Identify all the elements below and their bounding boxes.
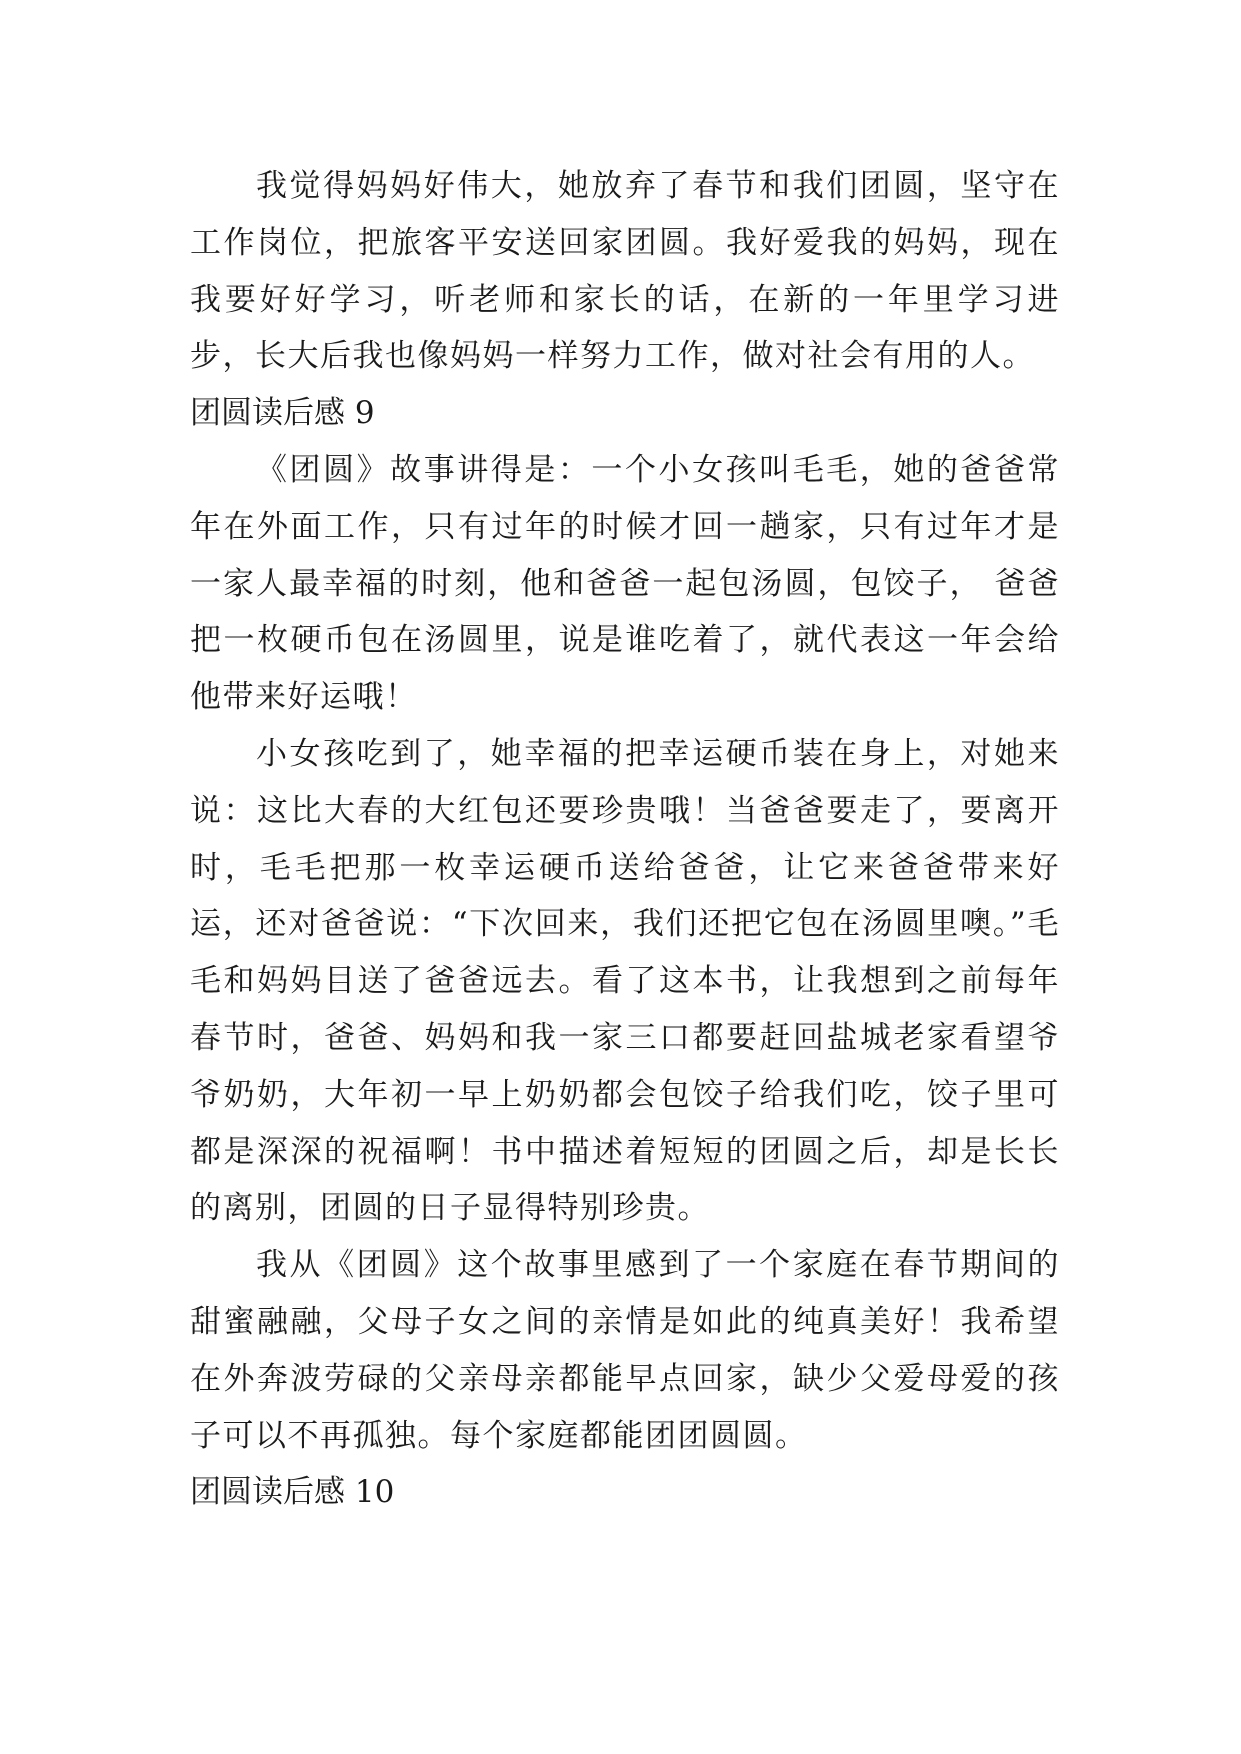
- section-heading-10: 团圆读后感 10: [190, 1474, 395, 1511]
- paragraph-9-2: 小女孩吃到了，她幸福的把幸运硬币装在身上，对她来说：这比大春的大红包还要珍贵哦！当爸爸要走了，要离开时，毛毛把那一枚幸运硬币送给爸爸，让它来爸爸带来好运，还对爸爸说：“下次回来，我们还把它包在汤圆里噢。”毛毛和妈妈目送了爸爸远去。看了这本书，让我想到之前每年春节时，爸爸、妈妈和我一家三口都要赶回盐城老家看望爷爷奶奶，大年初一早上奶奶都会包饺子给我们吃，饺子里可都是深深的祝福啊！书中描述着短短的团圆之后，却是长长的离别，团圆的日子显得特别珍贵。: [190, 735, 1060, 1227]
- paragraph-9-3: 我从《团圆》这个故事里感到了一个家庭在春节期间的甜蜜融融，父母子女之间的亲情是如此的纯真美好！我希望在外奔波劳碌的父亲母亲都能早点回家，缺少父爱母爱的孩子可以不再孤独。每个家庭都能团团圆圆。: [190, 1247, 1060, 1454]
- paragraph-9-1: 《团圆》故事讲得是：一个小女孩叫毛毛，她的爸爸常年在外面工作，只有过年的时候才回一趟家，只有过年才是一家人最幸福的时刻，他和爸爸一起包汤圆，包饺子， 爸爸把一枚硬币包在汤圆里，说是谁吃着了，就代表这一年会给他带来好运哦！: [190, 451, 1060, 716]
- section-heading-9: 团圆读后感 9: [190, 395, 375, 432]
- paragraph-intro: 我觉得妈妈好伟大，她放弃了春节和我们团圆，坚守在工作岗位，把旅客平安送回家团圆。我好爱我的妈妈，现在我要好好学习，听老师和家长的话，在新的一年里学习进步，长大后我也像妈妈一样努力工作，做对社会有用的人。: [190, 168, 1060, 375]
- document-body: [190, 158, 1060, 1521]
